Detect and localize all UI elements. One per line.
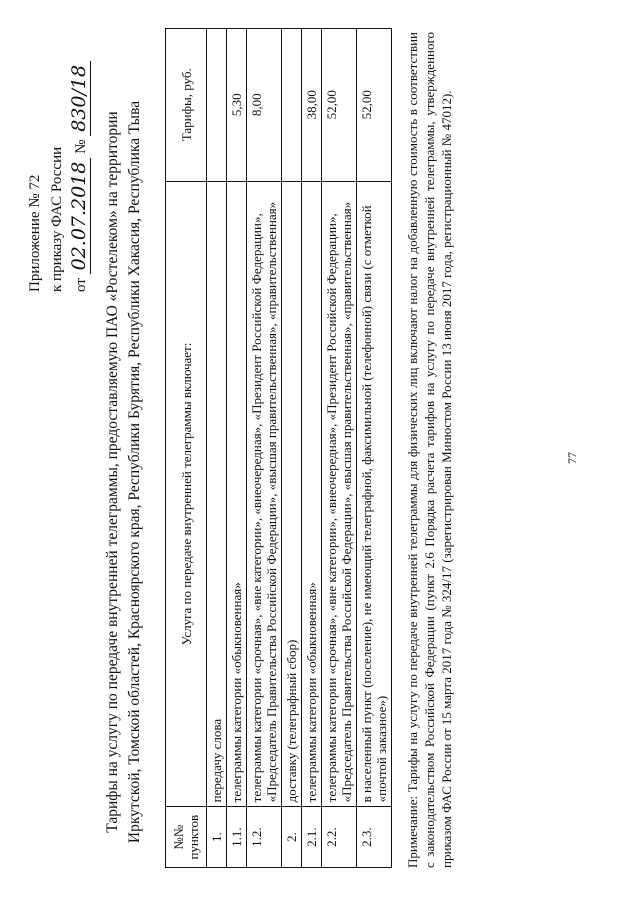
tariffs-table [165,28,392,868]
header-service: Услуга по передаче внутренней телеграммы включает: [166,181,207,807]
table-row [302,29,322,868]
row-tariff: 52,00 [322,29,357,182]
header-num: №№ пунктов [166,807,207,868]
row-service: доставку (телеграфный сбор) [282,181,302,807]
row-tariff: 38,00 [302,29,322,182]
row-tariff: 8,00 [247,29,282,182]
row-num: 1.1. [227,807,247,868]
appendix-date-line [68,22,92,292]
row-tariff [282,29,302,182]
appendix-title: Приложение № 72 [27,174,43,292]
table-row [247,29,282,868]
table-row [207,29,227,868]
handwritten-date: 02.07.2018 [68,158,91,275]
document-title: Тарифы на услугу по передаче внутренней телеграммы, предоставляемую ПАО «Ростелеком» на территории Иркутской, Томской областей, Красноярского края, Республики Бурятия, Республики Хакасия, Республика Тыва [104,100,143,844]
table-row [322,29,357,868]
header-tariff: Тарифы, руб. [166,29,207,182]
row-tariff: 52,00 [357,29,392,182]
row-service: телеграммы категории «обыкновенная» [302,181,322,807]
appendix-order-ref: к приказу ФАС России [49,146,65,292]
table-row [227,29,247,868]
row-tariff: 5,30 [227,29,247,182]
row-num: 2.2. [322,807,357,868]
date-prefix: от [73,278,89,292]
footnote: Примечание: Тарифы на услугу по передаче внутренней телеграммы для физических лиц включают налог на добавленную стоимость в соответствии с законодательством Российской Федерации (пункт 2.6 Порядка расчета тарифов на услугу по передаче внутренней телеграммы, утвержденного приказом ФАС России от 15 марта 2017 года № 324/17 (зарегистрирован Минюстом России 13 июня 2017 года, регистрационный № 47012). [405,32,454,868]
table-row [282,29,302,868]
row-num: 2.3. [357,807,392,868]
row-service: телеграммы категории «срочная», «вне категории», «внеочередная», «Президент Российской Федерации», «Председатель Правительства Российской Федерации», «высшая правительственная», «правительственная» [247,181,282,807]
row-num: 1.2. [247,807,282,868]
table-row [357,29,392,868]
handwritten-number: 830/18 [68,61,91,136]
row-service: телеграммы категории «обыкновенная» [227,181,247,807]
rotated-content [10,12,630,892]
row-tariff [207,29,227,182]
row-num: 2.1. [302,807,322,868]
appendix-block [24,22,92,292]
number-prefix: № [73,139,89,154]
row-service: передачу слова [207,181,227,807]
row-service: в населенный пункт (поселение), не имеющий телеграфной, факсимильной (телефонной) связи (с отметкой «почтой заказное») [357,181,392,807]
row-num: 2. [282,807,302,868]
table-header-row [166,29,207,868]
page-number: 77 [565,452,579,464]
row-num: 1. [207,807,227,868]
row-service: телеграммы категории «срочная», «вне категории», «внеочередная», «Президент Российской Федерации», «Председатель Правительства Российской Федерации», «высшая правительственная», «правительственная» [322,181,357,807]
